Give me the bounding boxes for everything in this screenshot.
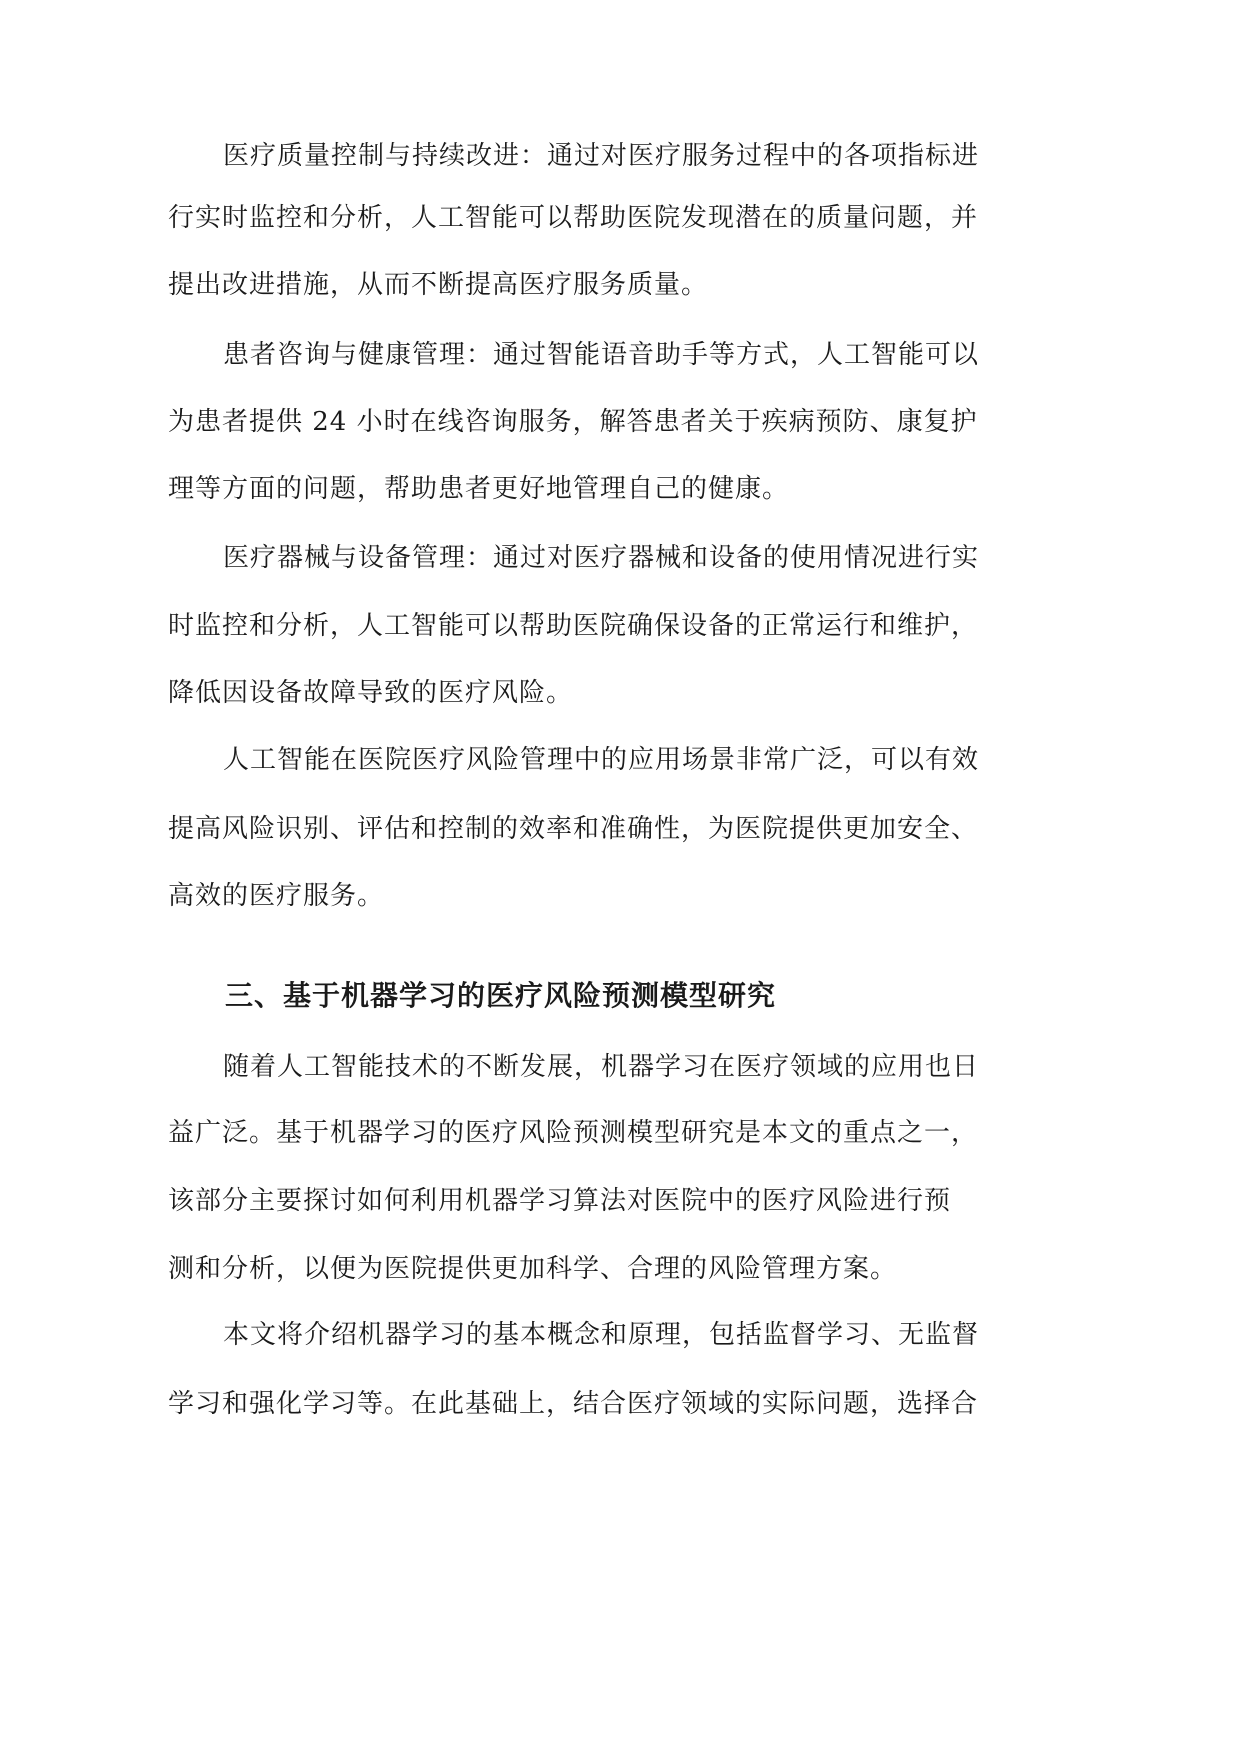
paragraph-line: 学习和强化学习等。在此基础上，结合医疗领域的实际问题，选择合 xyxy=(168,1389,979,1419)
paragraph-line: 测和分析，以便为医院提供更加科学、合理的风险管理方案。 xyxy=(168,1254,898,1284)
paragraph-line: 医疗质量控制与持续改进：通过对医疗服务过程中的各项指标进 xyxy=(223,141,980,171)
paragraph-line: 患者咨询与健康管理：通过智能语音助手等方式，人工智能可以 xyxy=(223,340,980,370)
paragraph-line: 随着人工智能技术的不断发展，机器学习在医疗领域的应用也日 xyxy=(223,1052,980,1082)
paragraph-line: 提出改进措施，从而不断提高医疗服务质量。 xyxy=(168,270,709,300)
paragraph-line: 医疗器械与设备管理：通过对医疗器械和设备的使用情况进行实 xyxy=(223,543,980,573)
paragraph-line: 提高风险识别、评估和控制的效率和准确性，为医院提供更加安全、 xyxy=(168,814,979,844)
paragraph-line: 益广泛。基于机器学习的医疗风险预测模型研究是本文的重点之一， xyxy=(168,1118,979,1148)
paragraph-line: 理等方面的问题，帮助患者更好地管理自己的健康。 xyxy=(168,474,790,504)
paragraph-line: 该部分主要探讨如何利用机器学习算法对医院中的医疗风险进行预 xyxy=(168,1186,952,1216)
paragraph-line: 人工智能在医院医疗风险管理中的应用场景非常广泛，可以有效 xyxy=(223,745,980,775)
section-heading: 三、基于机器学习的医疗风险预测模型研究 xyxy=(225,979,777,1012)
paragraph-line: 本文将介绍机器学习的基本概念和原理，包括监督学习、无监督 xyxy=(223,1320,980,1350)
paragraph-line: 行实时监控和分析，人工智能可以帮助医院发现潜在的质量问题，并 xyxy=(168,203,979,233)
paragraph-line: 降低因设备故障导致的医疗风险。 xyxy=(168,678,574,708)
paragraph-line: 时监控和分析，人工智能可以帮助医院确保设备的正常运行和维护， xyxy=(168,611,979,641)
paragraph-line: 为患者提供 24 小时在线咨询服务，解答患者关于疾病预防、康复护 xyxy=(168,407,978,437)
paragraph-line: 高效的医疗服务。 xyxy=(168,881,385,911)
